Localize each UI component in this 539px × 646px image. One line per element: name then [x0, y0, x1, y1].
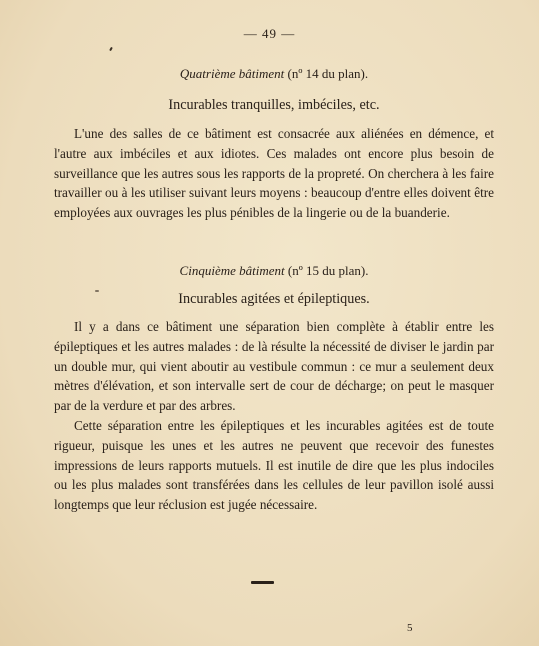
paragraph: Il y a dans ce bâtiment une séparation bien complète à établir entre les épileptiques et les autres malades : de là résulte la nécessité de diviser le jardin par un double mur, qui vient aboutir au vestibule commun : ce mur a seulement deux mètres d'élévation, et son intervalle sert de cour de décharge; on peut le masquer par de la verdure et par des arbres.: [54, 319, 494, 414]
section-heading-rest: (nº 14 du plan).: [284, 66, 369, 81]
section-heading-5: [54, 263, 494, 279]
signature-mark: 5: [407, 622, 413, 634]
section-heading-4: [54, 66, 494, 82]
paper-speck: [95, 290, 99, 292]
paragraph: L'une des salles de ce bâtiment est consacrée aux aliénées en démence, et l'autre aux imbéciles et aux idiotes. Ces malades ont encore plus besoin de surveillance que les autres sous les rapports de la propreté. On cherchera à les faire travailler ou à les utiliser suivant leurs moyens : beaucoup d'entre elles doivent être employées aux ouvrages les plus pénibles de la lingerie ou de la buanderie.: [54, 126, 494, 221]
section-body-4: [54, 124, 494, 223]
section-heading-italic: Quatrième bâtiment: [179, 66, 285, 81]
section-heading-rest: (nº 15 du plan).: [284, 263, 369, 278]
section-subtitle-5: Incurables agitées et épileptiques.: [178, 291, 370, 307]
end-rule: [251, 581, 274, 584]
paragraph: Cette séparation entre les épileptiques et les incurables agitées est de toute rigueur, puisque les unes et les autres ne peuvent que recevoir des funestes impressions de leurs rapports mutuels. Il est inutile de dire que les plus indociles ou les plus malades sont transférées dans les cellules de leur pavillon isolé aussi longtemps que leur réclusion est jugée nécessaire.: [54, 417, 494, 513]
section-subtitle-4: Incurables tranquilles, imbéciles, etc.: [168, 97, 380, 113]
page-number: — 49 —: [243, 26, 296, 41]
section-heading-italic: Cinquième bâtiment: [179, 263, 285, 278]
section-body-5: [54, 317, 494, 515]
paper-speck: [109, 47, 113, 51]
